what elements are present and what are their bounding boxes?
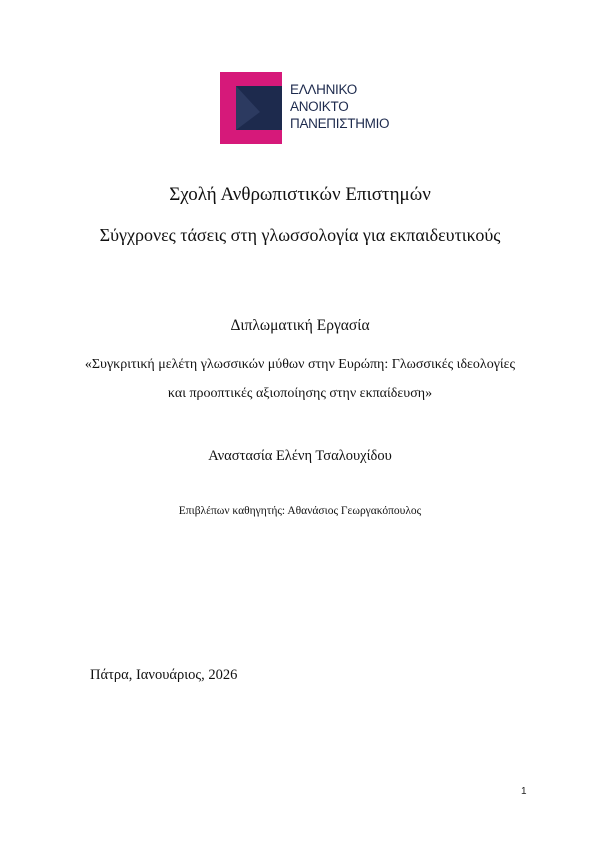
logo-line-2: ΑΝΟΙΚΤΟ [290,99,349,114]
thesis-title-line-2: και προοπτικές αξιοποίησης στην εκπαίδευση» [167,386,433,401]
thesis-type: Διπλωματική Εργασία [230,317,370,334]
author-name: Αναστασία Ελένη Τσαλουχίδου [208,448,392,464]
thesis-title-line-1: «Συγκριτική μελέτη γλωσσικών μύθων στην Ευρώπη: Γλωσσικές ιδεολογίες [84,357,516,372]
place-date: Πάτρα, Ιανουάριος, 2026 [90,667,238,683]
university-logo-mark [220,72,286,144]
university-logo-text [290,81,389,132]
program-name: Σύγχρονες τάσεις στη γλωσσολογία για εκπαιδευτικούς [99,225,501,245]
logo-line-3: ΠΑΝΕΠΙΣΤΗΜΙΟ [290,116,390,131]
page-number: 1 [521,786,527,797]
supervisor: Επιβλέπων καθηγητής: Αθανάσιος Γεωργακόπουλος [178,505,422,517]
university-logo [220,72,410,144]
school-name: Σχολή Ανθρωπιστικών Επιστημών [169,184,431,205]
logo-line-1: ΕΛΛΗΝΙΚΟ [290,82,357,97]
